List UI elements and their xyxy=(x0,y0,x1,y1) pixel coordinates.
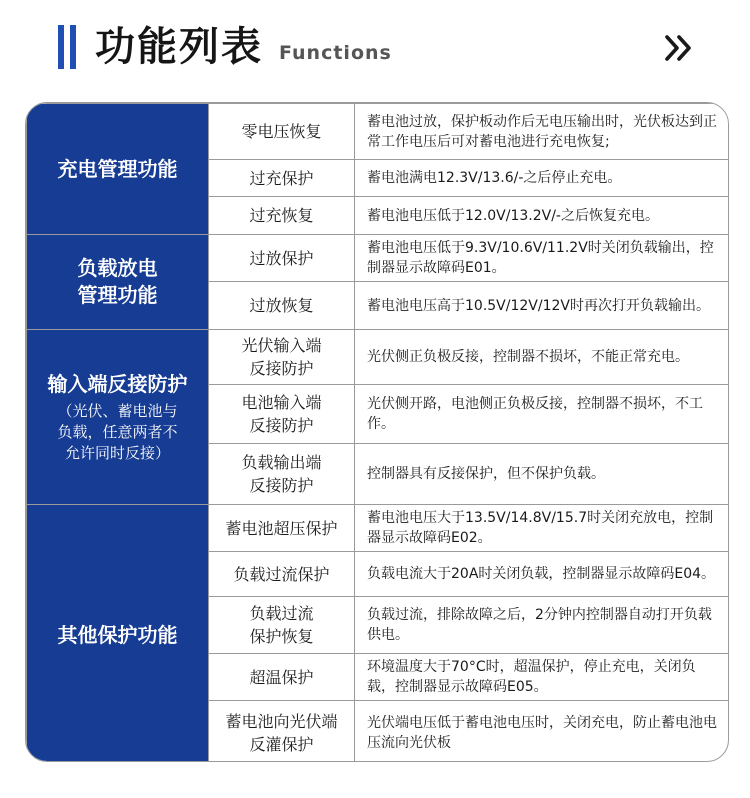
feature-cell: 过充保护 xyxy=(209,160,355,197)
double-chevron-right-icon[interactable] xyxy=(660,30,696,66)
category-note: （光伏、蓄电池与 负载，任意两者不 允许同时反接） xyxy=(57,401,178,462)
feature-cell: 负载过流保护 xyxy=(209,552,355,597)
feature-cell: 负载过流 保护恢复 xyxy=(209,597,355,654)
title-accent-bar-left xyxy=(58,25,64,69)
feature-cell: 过充恢复 xyxy=(209,197,355,235)
description-cell: 蓄电池满电12.3V/13.6/-之后停止充电。 xyxy=(355,160,730,197)
description-cell: 控制器具有反接保护，但不保护负载。 xyxy=(355,444,730,505)
feature-cell: 光伏输入端 反接防护 xyxy=(209,330,355,385)
table-row xyxy=(27,235,730,282)
feature-cell: 过放恢复 xyxy=(209,282,355,330)
feature-cell: 零电压恢复 xyxy=(209,104,355,160)
category-title: 输入端反接防护 xyxy=(47,371,188,396)
category-reverse-connection-protection xyxy=(27,330,209,505)
description-cell: 负载过流，排除故障之后，2分钟内控制器自动打开负载供电。 xyxy=(355,597,730,654)
description-cell: 蓄电池过放，保护板动作后无电压输出时，光伏板达到正常工作电压后可对蓄电池进行充电恢复; xyxy=(355,104,730,160)
category-title: 负载放电 管理功能 xyxy=(77,256,158,307)
feature-cell: 蓄电池向光伏端 反灌保护 xyxy=(209,701,355,763)
description-cell: 光伏端电压低于蓄电池电压时，关闭充电，防止蓄电池电压流向光伏板 xyxy=(355,701,730,763)
table-row xyxy=(27,104,730,160)
description-cell: 蓄电池电压低于12.0V/13.2V/-之后恢复充电。 xyxy=(355,197,730,235)
category-charging-management xyxy=(27,104,209,235)
title-accent-bar-right xyxy=(70,25,76,69)
page-header xyxy=(0,0,750,95)
category-load-discharge-management xyxy=(27,235,209,330)
table-row xyxy=(27,505,730,552)
description-cell: 环境温度大于70°C时，超温保护，停止充电，关闭负载，控制器显示故障码E05。 xyxy=(355,654,730,701)
feature-cell: 负载输出端 反接防护 xyxy=(209,444,355,505)
description-cell: 光伏侧开路，电池侧正负极反接，控制器不损坏，不工作。 xyxy=(355,385,730,444)
description-cell: 蓄电池电压大于13.5V/14.8V/15.7时关闭充放电，控制器显示故障码E02。 xyxy=(355,505,730,552)
functions-table xyxy=(25,102,729,762)
page-subtitle: Functions xyxy=(279,42,392,64)
category-other-protection xyxy=(27,505,209,763)
feature-cell: 蓄电池超压保护 xyxy=(209,505,355,552)
category-title: 其他保护功能 xyxy=(57,622,178,647)
description-cell: 蓄电池电压高于10.5V/12V/12V时再次打开负载输出。 xyxy=(355,282,730,330)
page-title: 功能列表 xyxy=(95,24,263,70)
feature-cell: 超温保护 xyxy=(209,654,355,701)
description-cell: 负载电流大于20A时关闭负载，控制器显示故障码E04。 xyxy=(355,552,730,597)
category-title: 充电管理功能 xyxy=(57,156,178,181)
feature-cell: 过放保护 xyxy=(209,235,355,282)
feature-cell: 电池输入端 反接防护 xyxy=(209,385,355,444)
description-cell: 光伏侧正负极反接，控制器不损坏，不能正常充电。 xyxy=(355,330,730,385)
table-row xyxy=(27,330,730,385)
description-cell: 蓄电池电压低于9.3V/10.6V/11.2V时关闭负载输出，控制器显示故障码E01。 xyxy=(355,235,730,282)
